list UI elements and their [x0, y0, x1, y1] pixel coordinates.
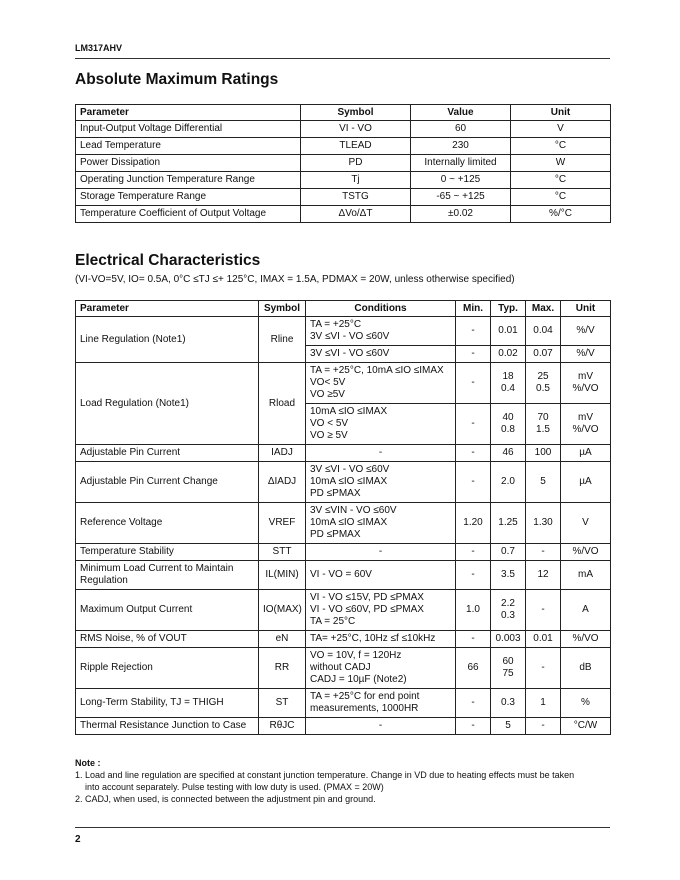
part-number-header: LM317AHV — [75, 43, 123, 53]
header-divider — [75, 58, 610, 59]
table-row — [76, 189, 611, 206]
table-cell: TA = +25°C 3V ≤VI - VO ≤60V — [306, 317, 456, 346]
table-cell: - — [456, 346, 491, 363]
electrical-characteristics-table — [75, 300, 611, 735]
table-cell: IADJ — [259, 445, 306, 462]
table-cell: Adjustable Pin Current Change — [76, 462, 259, 503]
table-cell: VI - VO — [301, 121, 411, 138]
table-cell: 0.02 — [491, 346, 526, 363]
table-cell: 0.01 — [491, 317, 526, 346]
table-cell: - — [456, 718, 491, 735]
table-cell: Storage Temperature Range — [76, 189, 301, 206]
table-cell: %/VO — [561, 631, 611, 648]
table-cell: ΔIADJ — [259, 462, 306, 503]
absolute-maximum-ratings-table — [75, 104, 611, 223]
table-row — [76, 462, 611, 503]
table-row — [76, 363, 611, 404]
table-cell: Maximum Output Current — [76, 590, 259, 631]
table-cell: TLEAD — [301, 138, 411, 155]
table-cell: ΔVo/ΔT — [301, 206, 411, 223]
table-cell: Minimum Load Current to Maintain Regulation — [76, 561, 259, 590]
table-cell: - — [456, 404, 491, 445]
table-cell: 0.07 — [526, 346, 561, 363]
table-row — [76, 590, 611, 631]
table-cell: Rline — [259, 317, 306, 363]
table-cell: ST — [259, 689, 306, 718]
table-cell: TSTG — [301, 189, 411, 206]
notes — [75, 757, 615, 805]
table-cell: STT — [259, 544, 306, 561]
table-cell: 1.30 — [526, 503, 561, 544]
col-header: Symbol — [301, 105, 411, 121]
table-cell: 1.20 — [456, 503, 491, 544]
table-cell: Lead Temperature — [76, 138, 301, 155]
table-cell: Power Dissipation — [76, 155, 301, 172]
table-cell: TA= +25°C, 10Hz ≤f ≤10kHz — [306, 631, 456, 648]
table-cell: 3V ≤VIN - VO ≤60V 10mA ≤IO ≤IMAX PD ≤PMAX — [306, 503, 456, 544]
table-cell: ±0.02 — [411, 206, 511, 223]
table-cell: VREF — [259, 503, 306, 544]
table-cell: V — [561, 503, 611, 544]
table-cell: V — [511, 121, 611, 138]
table-cell: Long-Term Stability, TJ = THIGH — [76, 689, 259, 718]
table-cell: Temperature Coefficient of Output Voltage — [76, 206, 301, 223]
table-cell: mV %/VO — [561, 404, 611, 445]
table-row — [76, 689, 611, 718]
table-cell: 25 0.5 — [526, 363, 561, 404]
table-cell: 3.5 — [491, 561, 526, 590]
table-cell: Reference Voltage — [76, 503, 259, 544]
table-row — [76, 718, 611, 735]
table-cell: Thermal Resistance Junction to Case — [76, 718, 259, 735]
table-cell: - — [456, 317, 491, 346]
table-cell: Tj — [301, 172, 411, 189]
table-cell: °C/W — [561, 718, 611, 735]
table-cell: RR — [259, 648, 306, 689]
table-cell: 40 0.8 — [491, 404, 526, 445]
table-cell: 60 — [411, 121, 511, 138]
table-cell: Line Regulation (Note1) — [76, 317, 259, 363]
ec-title: Electrical Characteristics — [75, 252, 261, 269]
table-cell: 46 — [491, 445, 526, 462]
table-cell: Load Regulation (Note1) — [76, 363, 259, 445]
table-cell: µA — [561, 445, 611, 462]
table-cell: 0.003 — [491, 631, 526, 648]
table-row — [76, 561, 611, 590]
table-row — [76, 172, 611, 189]
table-cell: - — [526, 544, 561, 561]
table-cell: °C — [511, 138, 611, 155]
table-cell: RθJC — [259, 718, 306, 735]
table-row — [76, 206, 611, 223]
table-cell: 12 — [526, 561, 561, 590]
table-cell: PD — [301, 155, 411, 172]
col-header: Parameter — [76, 105, 301, 121]
table-cell: - — [456, 689, 491, 718]
col-header: Conditions — [306, 301, 456, 317]
table-cell: %/V — [561, 317, 611, 346]
table-cell: 18 0.4 — [491, 363, 526, 404]
table-cell: - — [526, 718, 561, 735]
table-cell: RMS Noise, % of VOUT — [76, 631, 259, 648]
table-cell: µA — [561, 462, 611, 503]
table-cell: 10mA ≤IO ≤IMAX VO < 5V VO ≥ 5V — [306, 404, 456, 445]
table-cell: 2.2 0.3 — [491, 590, 526, 631]
table-cell: Temperature Stability — [76, 544, 259, 561]
col-header: Parameter — [76, 301, 259, 317]
table-cell: %/VO — [561, 544, 611, 561]
table-cell: - — [526, 590, 561, 631]
table-cell: °C — [511, 189, 611, 206]
col-header: Min. — [456, 301, 491, 317]
table-cell: % — [561, 689, 611, 718]
table-cell: IL(MIN) — [259, 561, 306, 590]
note-1-cont: into account separately. Pulse testing with low duty is used. (PMAX = 20W) — [85, 782, 384, 792]
table-row — [76, 648, 611, 689]
table-cell: 1.25 — [491, 503, 526, 544]
notes-title: Note : — [75, 758, 101, 768]
table-cell: Ripple Rejection — [76, 648, 259, 689]
col-header: Max. — [526, 301, 561, 317]
table-cell: °C — [511, 172, 611, 189]
table-row — [76, 631, 611, 648]
table-cell: Internally limited — [411, 155, 511, 172]
table-cell: 3V ≤VI - VO ≤60V 10mA ≤IO ≤IMAX PD ≤PMAX — [306, 462, 456, 503]
table-row — [76, 503, 611, 544]
table-cell: TA = +25°C, 10mA ≤IO ≤IMAX VO< 5V VO ≥5V — [306, 363, 456, 404]
table-row — [76, 544, 611, 561]
table-cell: 0.7 — [491, 544, 526, 561]
table-cell: dB — [561, 648, 611, 689]
table-cell: - — [456, 544, 491, 561]
table-row — [76, 317, 611, 346]
footer-divider — [75, 827, 610, 828]
table-cell: - — [526, 648, 561, 689]
table-cell: %/°C — [511, 206, 611, 223]
table-cell: VO = 10V, f = 120Hz without CADJ CADJ = 10µF (Note2) — [306, 648, 456, 689]
table-cell: 3V ≤VI - VO ≤60V — [306, 346, 456, 363]
table-row — [76, 445, 611, 462]
col-header: Typ. — [491, 301, 526, 317]
ec-conditions: (VI-VO=5V, IO= 0.5A, 0°C ≤TJ ≤+ 125°C, IMAX = 1.5A, PDMAX = 20W, unless otherwise specified) — [75, 274, 515, 285]
table-cell: 5 — [491, 718, 526, 735]
col-header: Unit — [561, 301, 611, 317]
table-cell: - — [306, 718, 456, 735]
col-header: Unit — [511, 105, 611, 121]
table-cell: 60 75 — [491, 648, 526, 689]
table-row — [76, 121, 611, 138]
table-cell: IO(MAX) — [259, 590, 306, 631]
table-row — [76, 155, 611, 172]
table-cell: - — [456, 561, 491, 590]
amr-title: Absolute Maximum Ratings — [75, 71, 279, 88]
table-cell: Adjustable Pin Current — [76, 445, 259, 462]
table-cell: 66 — [456, 648, 491, 689]
table-cell: A — [561, 590, 611, 631]
table-cell: 1.0 — [456, 590, 491, 631]
table-cell: Input-Output Voltage Differential — [76, 121, 301, 138]
table-cell: VI - VO ≤15V, PD ≤PMAX VI - VO ≤60V, PD ≤PMAX TA = 25°C — [306, 590, 456, 631]
table-cell: - — [456, 445, 491, 462]
table-cell: W — [511, 155, 611, 172]
table-cell: 0.3 — [491, 689, 526, 718]
table-cell: mA — [561, 561, 611, 590]
table-cell: mV %/VO — [561, 363, 611, 404]
table-cell: 1 — [526, 689, 561, 718]
table-cell: 2.0 — [491, 462, 526, 503]
table-cell: -65 ~ +125 — [411, 189, 511, 206]
page-number: 2 — [75, 834, 81, 845]
table-cell: Operating Junction Temperature Range — [76, 172, 301, 189]
col-header: Symbol — [259, 301, 306, 317]
table-cell: Rload — [259, 363, 306, 445]
note-1: 1. Load and line regulation are specified at constant junction temperature. Change in VD due to heating effects must be taken — [75, 770, 575, 780]
table-cell: 230 — [411, 138, 511, 155]
table-cell: 5 — [526, 462, 561, 503]
table-cell: 70 1.5 — [526, 404, 561, 445]
table-cell: - — [456, 462, 491, 503]
table-cell: 0 ~ +125 — [411, 172, 511, 189]
table-cell: eN — [259, 631, 306, 648]
col-header: Value — [411, 105, 511, 121]
table-cell: - — [306, 544, 456, 561]
table-cell: %/V — [561, 346, 611, 363]
note-2: 2. CADJ, when used, is connected between the adjustment pin and ground. — [75, 794, 376, 804]
table-cell: - — [456, 631, 491, 648]
table-cell: - — [456, 363, 491, 404]
table-cell: VI - VO = 60V — [306, 561, 456, 590]
table-cell: TA = +25°C for end point measurements, 1000HR — [306, 689, 456, 718]
table-cell: 0.01 — [526, 631, 561, 648]
table-cell: 100 — [526, 445, 561, 462]
table-cell: - — [306, 445, 456, 462]
table-cell: 0.04 — [526, 317, 561, 346]
table-row — [76, 138, 611, 155]
